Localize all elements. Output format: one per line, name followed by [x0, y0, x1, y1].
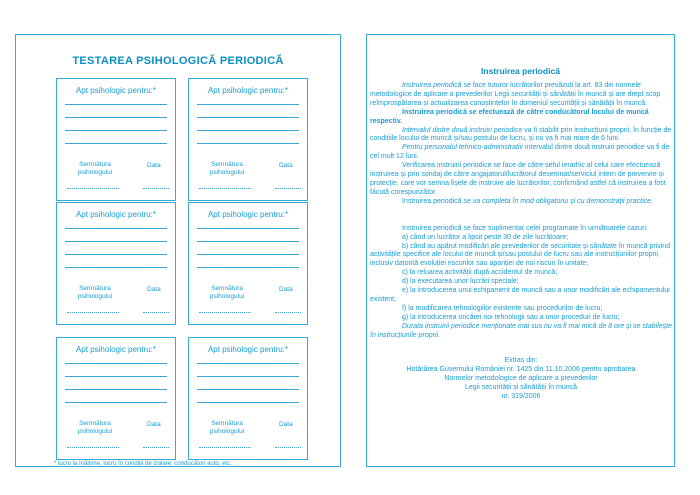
list-item: e) la introducerea unui echipament de muncă sau a unor modificări ale echipamentului existent;	[370, 287, 670, 303]
cell-title: Apt psihologic pentru:*	[207, 345, 289, 354]
aptitude-cell-1	[56, 78, 176, 201]
cell-title: Apt psihologic pentru:*	[75, 210, 157, 219]
right-panel	[366, 34, 675, 467]
write-line	[65, 228, 167, 229]
list-item: d) la executarea unor lucrări speciale;	[402, 278, 519, 286]
signature-label: Semnătura psihologului	[209, 285, 245, 300]
extract-line: Hotărârea Guvernului României nr. 1425 din 11.10.2006 pentru aprobarea	[406, 366, 636, 374]
date-label: Data	[147, 286, 161, 293]
write-line	[65, 117, 167, 118]
write-line	[65, 104, 167, 105]
write-line	[197, 130, 299, 131]
list-item: b) când au apărut modificări ale prevederilor de securitate și sănătate în muncă privind activitățile specifice ale locului de muncă și/sau postului de lucru sau ale instrucțiunilor proprii, inclusiv datorită evoluției riscurilor sau apariției de noi riscuri în unitate;	[370, 242, 671, 268]
source-extract	[370, 357, 672, 402]
signature-label: Semnătura psihologului	[77, 161, 113, 176]
date-dotted-line	[143, 188, 169, 189]
write-line	[197, 228, 299, 229]
date-dotted-line	[143, 312, 169, 313]
date-label: Data	[279, 286, 293, 293]
write-line	[197, 143, 299, 144]
signature-dotted-line	[67, 312, 119, 313]
signature-label: Semnătura psihologului	[77, 420, 113, 435]
cell-title: Apt psihologic pentru:*	[207, 86, 289, 95]
paragraph-8: Durata instruirii periodice menționate mai sus nu va fi mai mică de 8 ore și se stabilește în instrucțiunile proprii.	[370, 322, 673, 339]
list-item: c) la reluarea activității după accidentul de muncă;	[402, 269, 558, 277]
write-line	[65, 241, 167, 242]
cell-title: Apt psihologic pentru:*	[75, 345, 157, 354]
left-panel	[15, 34, 341, 467]
write-line	[65, 130, 167, 131]
date-dotted-line	[275, 188, 301, 189]
paragraph-4: Pentru personalul tehnico-administrativ intervalul dintre două instruiri periodice va fi de cel mult 12 luni.	[370, 144, 670, 161]
aptitude-cell-6	[188, 337, 308, 460]
paragraph-1: Instruirea periodică se face tuturor lucrătorilor prevăzuți la art. 83 din normele metodologice de aplicare a prevederilor Legii securității și sănătății în muncă și are drept scop reîmprospătarea și actualizarea cunoștințelor în domeniul securității și sănătății în muncă.	[370, 82, 661, 107]
write-line	[197, 389, 299, 390]
date-dotted-line	[275, 447, 301, 448]
write-line	[197, 402, 299, 403]
paragraph-2: Instruirea periodică se efectuează de către conducătorul locului de muncă respectiv.	[370, 108, 649, 125]
extract-line: Extras din:	[504, 357, 538, 365]
date-label: Data	[279, 162, 293, 169]
write-line	[197, 363, 299, 364]
cell-title: Apt psihologic pentru:*	[75, 86, 157, 95]
write-line	[65, 389, 167, 390]
list-item: g) la introducerea oricărei noi tehnologii sau a unor proceduri de lucru;	[402, 313, 620, 321]
signature-label: Semnătura psihologului	[209, 161, 245, 176]
aptitude-cell-4	[188, 202, 308, 325]
cell-title: Apt psihologic pentru:*	[207, 210, 289, 219]
date-dotted-line	[143, 447, 169, 448]
paragraph-5: Verificarea instruirii periodice se face de către șeful ierarhic al celui care efectuează instruirea și prin sondaj de către angajatorul/lucrătorul desemnat/serviciul intern de prevenire și protecție, care vor semna fișele de instruire ale lucrătorilor, confirmând astfel că instruirea a fost făcută corespunzător.	[370, 162, 666, 196]
write-line	[197, 104, 299, 105]
date-label: Data	[279, 421, 293, 428]
date-dotted-line	[275, 312, 301, 313]
write-line	[65, 363, 167, 364]
signature-dotted-line	[67, 188, 119, 189]
paragraph-7: Instruirea periodică se face suplimentar celei programate în următoarele cazuri:	[402, 224, 648, 232]
write-line	[197, 117, 299, 118]
extract-line: Legii securității și sănătății în muncă	[464, 384, 578, 392]
signature-label: Semnătura psihologului	[77, 285, 113, 300]
signature-dotted-line	[199, 447, 251, 448]
write-line	[65, 143, 167, 144]
write-line	[197, 241, 299, 242]
list-item: f) la modificarea tehnologiilor existente sau procedurilor de lucru;	[402, 304, 603, 312]
write-line	[65, 402, 167, 403]
date-label: Data	[147, 162, 161, 169]
date-label: Data	[147, 421, 161, 428]
write-line	[197, 254, 299, 255]
right-title: Instruirea periodică	[481, 66, 560, 76]
aptitude-cell-3	[56, 202, 176, 325]
signature-dotted-line	[199, 188, 251, 189]
write-line	[197, 376, 299, 377]
right-body	[370, 82, 672, 402]
extract-line: nr. 319/2006	[501, 393, 541, 401]
signature-dotted-line	[199, 312, 251, 313]
footnote: * lucru la înălțime, lucru în condiții de izolare, conducători auto, etc.	[54, 461, 232, 467]
write-line	[65, 254, 167, 255]
extract-line: Normelor metodologice de aplicare a prevederilor	[444, 375, 598, 383]
write-line	[197, 267, 299, 268]
list-item: a) când un lucrător a lipsit peste 30 de zile lucrătoare;	[402, 233, 569, 241]
write-line	[65, 376, 167, 377]
left-title: TESTAREA PSIHOLOGICĂ PERIODICĂ	[72, 55, 284, 67]
aptitude-cell-2	[188, 78, 308, 201]
paragraph-6: Instruirea periodică se va completa în mod obligatoriu și cu demonstrații practice.	[402, 197, 653, 205]
signature-dotted-line	[67, 447, 119, 448]
write-line	[65, 267, 167, 268]
paragraph-3: Intervalul dintre două instruiri periodice va fi stabilit prin instrucțiuni proprii, în funcție de condițiile locului de muncă și/sau postului de lucru, și nu va fi mai mare de 6 luni.	[370, 126, 672, 143]
aptitude-cell-5	[56, 337, 176, 460]
signature-label: Semnătura psihologului	[209, 420, 245, 435]
